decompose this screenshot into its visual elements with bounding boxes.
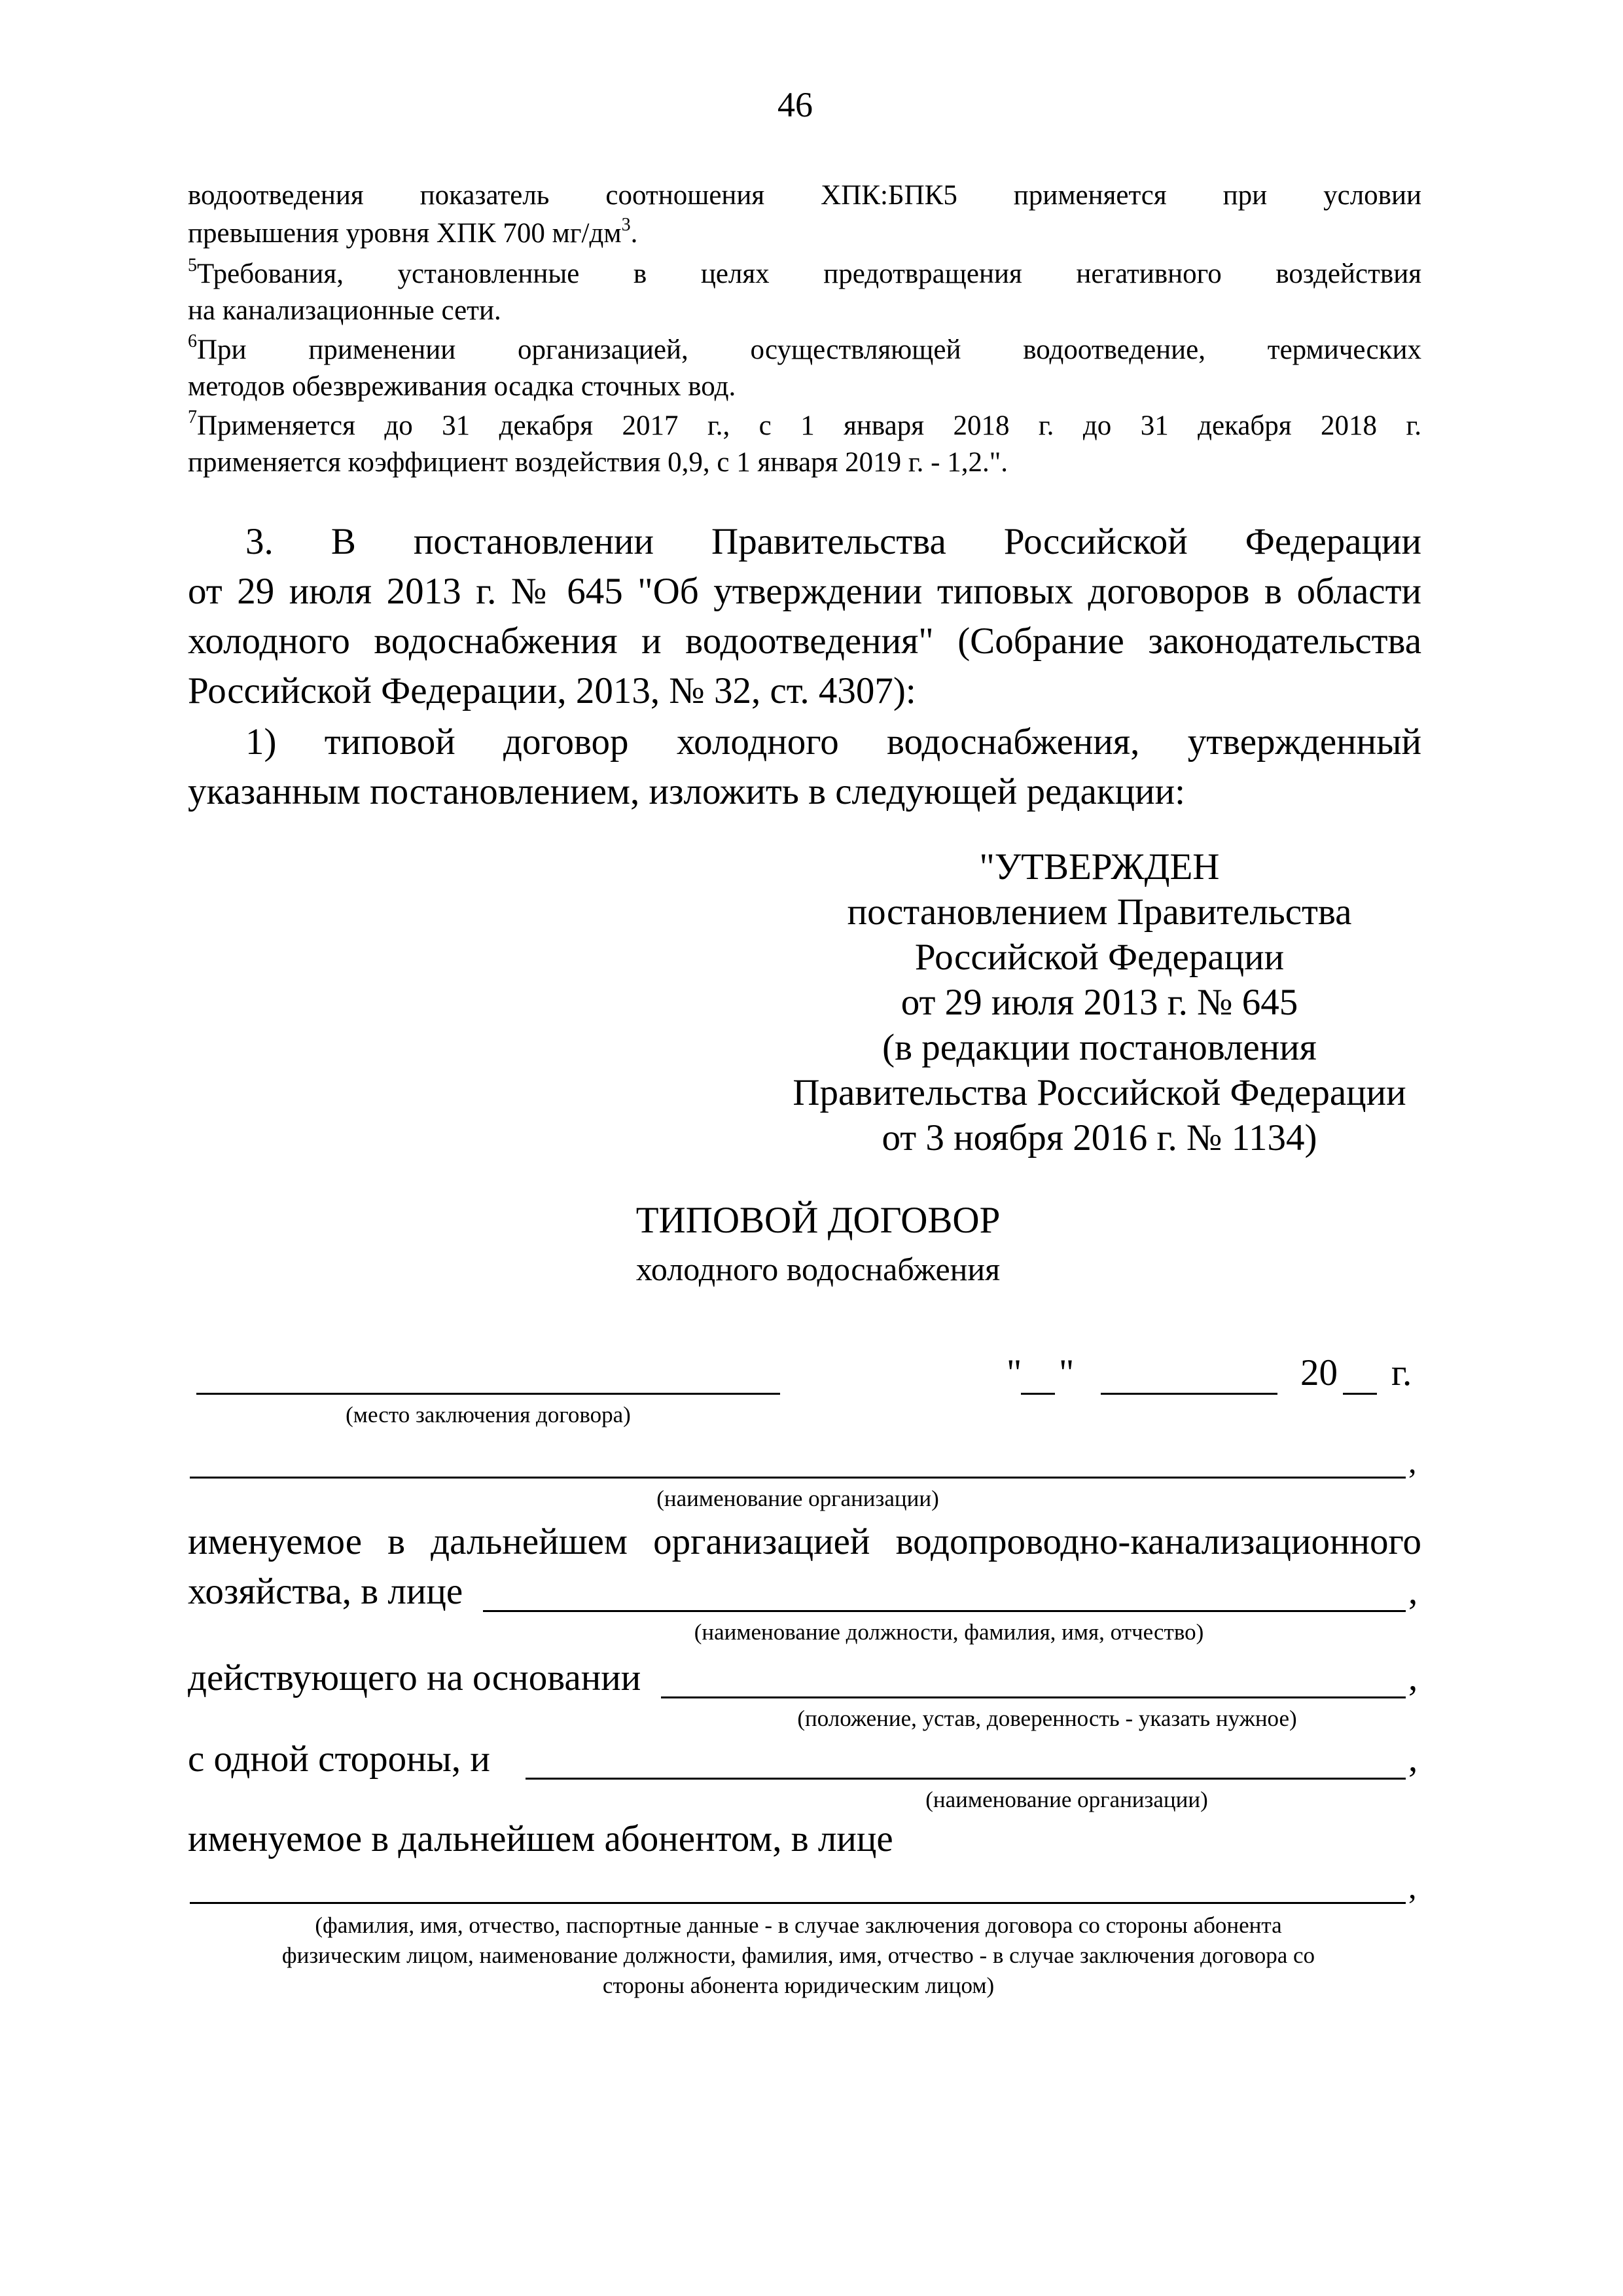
contract-title: ТИПОВОЙ ДОГОВОР xyxy=(635,1200,1001,1241)
footnote-5-line2: на канализационные сети. xyxy=(188,295,501,326)
footnote-continuation-end: . xyxy=(630,218,638,249)
approval-line3: Российской Федерации xyxy=(914,937,1285,978)
subscriber-comma: , xyxy=(1408,1869,1417,1905)
second-org-comma: , xyxy=(1408,1738,1418,1780)
subparagraph-1-line2: указанным постановлением, изложить в следующей редакции: xyxy=(188,771,1185,812)
basis-comma: , xyxy=(1408,1657,1418,1698)
org-name-blank-line xyxy=(190,1477,1406,1479)
paragraph-3-line2: от 29 июля 2013 г. № 645 "Об утверждении типовых договоров в области xyxy=(188,571,1421,612)
footnote-7-mark: 7 xyxy=(188,407,197,427)
subparagraph-1-line1: 1) типовой договор холодного водоснабжения, утвержденный xyxy=(245,721,1421,762)
hint-basis: (положение, устав, доверенность - указать нужное) xyxy=(797,1706,1297,1731)
footnote-5-text: Требования, установленные в целях предотвращения негативного воздействия xyxy=(197,259,1421,289)
approval-line5: (в редакции постановления xyxy=(882,1027,1317,1068)
footnote-7-line2: применяется коэффициент воздействия 0,9, с 1 января 2019 г. - 1,2.". xyxy=(188,447,1008,478)
named-line2: хозяйства, в лице xyxy=(188,1571,463,1612)
year-prefix: 20 xyxy=(1300,1352,1338,1393)
hint-org-name-2: (наименование организации) xyxy=(925,1787,1208,1812)
year-suffix: г. xyxy=(1391,1352,1412,1393)
year-blank-line xyxy=(1343,1393,1377,1395)
approval-line6: Правительства Российской Федерации xyxy=(793,1072,1406,1113)
footnote-6-line2: методов обезвреживания осадка сточных вод. xyxy=(188,371,736,402)
contract-subtitle: холодного водоснабжения xyxy=(635,1251,1001,1287)
subscriber-blank-line xyxy=(190,1902,1406,1904)
hint-subscriber-line1: (фамилия, имя, отчество, паспортные данные - в случае заключения договора со стороны абонента xyxy=(315,1912,1282,1938)
footnote-continuation-text: превышения уровня ХПК 700 мг/дм xyxy=(188,218,622,249)
hint-subscriber-line2: физическим лицом, наименование должности, фамилия, имя, отчество - в случае заключения договора со xyxy=(281,1943,1315,1968)
representative-comma: , xyxy=(1408,1571,1418,1612)
footnote-5-line1 xyxy=(188,255,1421,293)
footnote-6-text: При применении организацией, осуществляющей водоотведение, термических xyxy=(197,334,1421,365)
representative-blank-line xyxy=(483,1610,1406,1612)
footnote-continuation-line1: водоотведения показатель соотношения ХПК:БПК5 применяется при условии xyxy=(188,180,1421,211)
hint-position-name: (наименование должности, фамилия, имя, отчество) xyxy=(694,1619,1204,1645)
approval-line2: постановлением Правительства xyxy=(847,891,1352,933)
footnote-7-line1 xyxy=(188,407,1421,445)
approval-line1: "УТВЕРЖДЕН xyxy=(979,846,1220,888)
footnote-5-mark: 5 xyxy=(188,255,197,276)
subscriber-label: именуемое в дальнейшем абонентом, в лице xyxy=(188,1818,893,1859)
footnote-7-text: Применяется до 31 декабря 2017 г., с 1 января 2018 г. до 31 декабря 2018 г. xyxy=(197,410,1421,441)
page-number: 46 xyxy=(777,85,813,124)
paragraph-3-line3: холодного водоснабжения и водоотведения" (Собрание законодательства xyxy=(188,620,1421,662)
named-line1: именуемое в дальнейшем организацией водопроводно-канализационного xyxy=(188,1521,1421,1562)
month-blank-line xyxy=(1101,1393,1277,1395)
place-blank-line xyxy=(196,1393,780,1395)
approval-line4: от 29 июля 2013 г. № 645 xyxy=(901,982,1298,1023)
day-blank-line xyxy=(1021,1393,1055,1395)
basis-blank-line xyxy=(661,1696,1406,1698)
footnote-continuation-line2 xyxy=(188,215,1421,253)
approval-line7: от 3 ноября 2016 г. № 1134) xyxy=(882,1117,1317,1158)
footnote-6-line1 xyxy=(188,331,1421,369)
org-name-comma: , xyxy=(1408,1443,1417,1480)
date-quote-open: " xyxy=(1007,1352,1022,1393)
hint-place-of-conclusion: (место заключения договора) xyxy=(346,1402,631,1427)
paragraph-3-line4: Российской Федерации, 2013, № 32, ст. 4307): xyxy=(188,670,916,711)
date-quote-close: " xyxy=(1059,1352,1075,1393)
footnote-6-mark: 6 xyxy=(188,331,197,351)
paragraph-3-line1: 3. В постановлении Правительства Российской Федерации xyxy=(245,521,1421,562)
one-side-label: с одной стороны, и xyxy=(188,1738,490,1780)
second-org-blank-line xyxy=(526,1778,1406,1780)
superscript-3: 3 xyxy=(621,215,631,235)
hint-org-name-1: (наименование организации) xyxy=(656,1486,939,1511)
hint-subscriber-line3: стороны абонента юридическим лицом) xyxy=(602,1973,995,1998)
acting-on-basis-label: действующего на основании xyxy=(188,1657,641,1698)
approval-block xyxy=(772,844,1427,1160)
